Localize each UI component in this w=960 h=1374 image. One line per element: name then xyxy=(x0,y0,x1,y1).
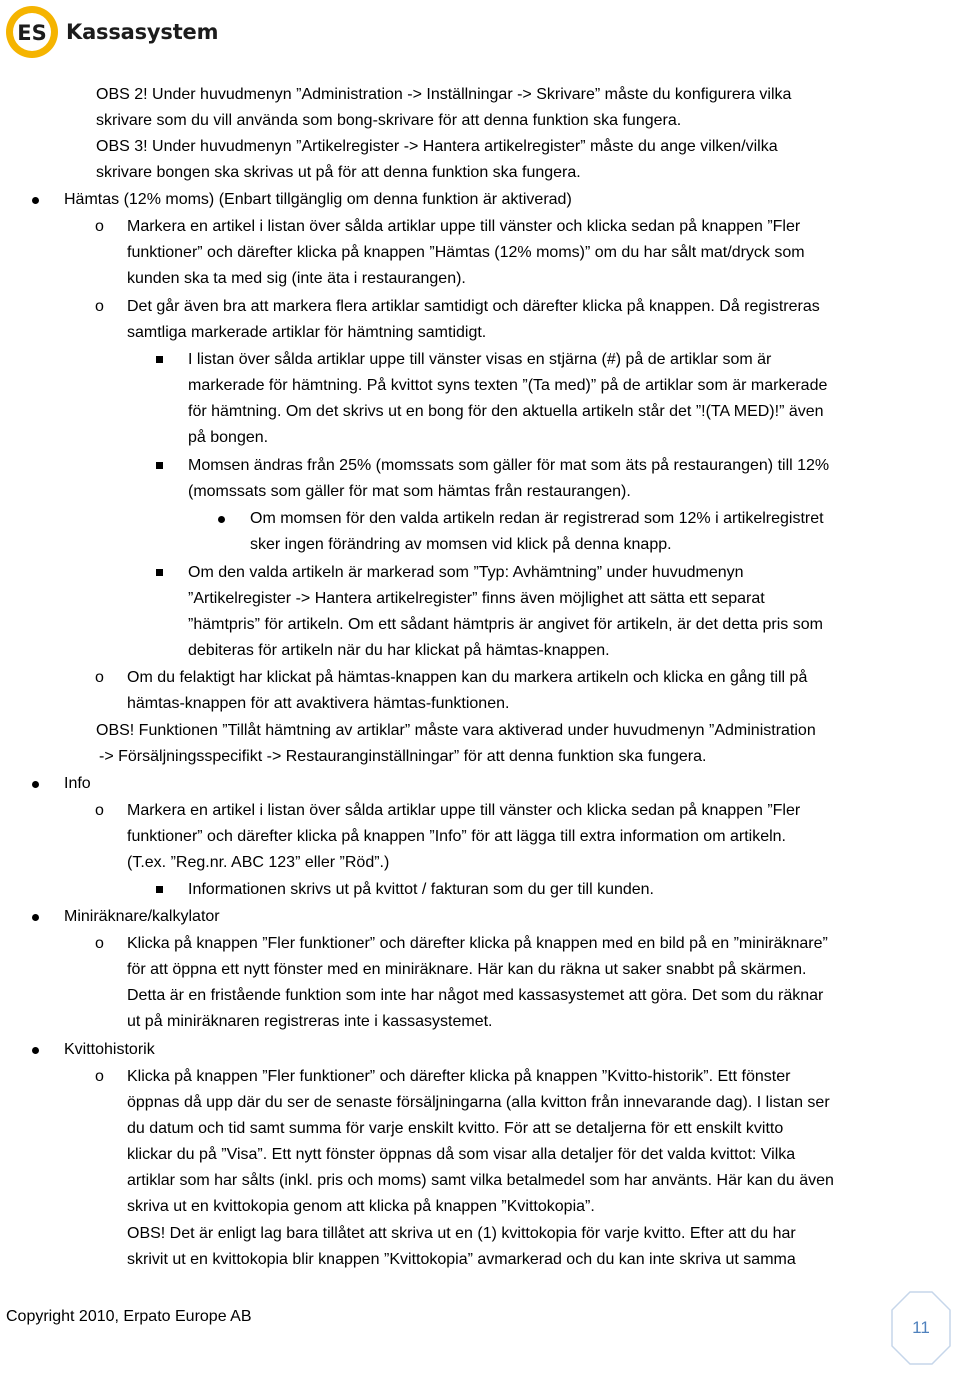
text-line: klickar du på ”Visa”. Ett nytt fönster öppnas då som visar alla detaljer för det valda kvittot: Vilka xyxy=(127,1146,796,1163)
footer-copyright: Copyright 2010, Erpato Europe AB xyxy=(6,1308,252,1325)
text-line: debiteras för artikeln när du har klickat på hämtas-knappen. xyxy=(188,642,610,659)
text-line: skrivare bongen ska skrivas ut på för att denna funktion ska fungera. xyxy=(96,164,581,181)
text-line: Detta är en fristående funktion som inte har något med kassasystemet att göra. Det som du räknar xyxy=(127,987,824,1004)
text-line: Info xyxy=(64,775,91,792)
text-line: OBS 2! Under huvudmenyn ”Administration -> Inställningar -> Skrivare” måste du konfigurera vilka xyxy=(96,86,792,103)
text-line: Kvittohistorik xyxy=(64,1041,155,1058)
text-line: för att öppna ett nytt fönster med en miniräknare. Här kan du räkna ut saker snabbt på skärmen. xyxy=(127,961,807,978)
text-line: hämtas-knappen för att avaktivera hämtas-funktionen. xyxy=(127,695,510,712)
text-line: skrivit ut en kvittokopia blir knappen ”Kvittokopia” avmarkerad och du kan inte skriva ut samma xyxy=(127,1251,796,1268)
text-line: sker ingen förändring av momsen vid klick på denna knapp. xyxy=(250,536,672,553)
text-line: markerade för hämtning. På kvittot syns texten ”(Ta med)” på de artiklar som är markerade xyxy=(188,377,828,394)
text-line: för hämtning. Om det skrivs ut en bong för den aktuella artikeln står det ”!(TA MED)!” även xyxy=(188,403,824,420)
text-line: på bongen. xyxy=(188,429,269,446)
text-line: OBS 3! Under huvudmenyn ”Artikelregister -> Hantera artikelregister” måste du ange vilken/vilka xyxy=(96,138,778,155)
list-bullet-square-icon xyxy=(156,356,163,363)
text-line: OBS! Funktionen ”Tillåt hämtning av artiklar” måste vara aktiverad under huvudmenyn ”Administration xyxy=(96,722,816,739)
text-line: Hämtas (12% moms) (Enbart tillgänglig om denna funktion är aktiverad) xyxy=(64,191,572,208)
list-bullet-circle-icon: o xyxy=(95,1068,104,1085)
list-bullet-circle-icon: o xyxy=(95,298,104,315)
es-logo-icon xyxy=(4,4,60,60)
text-line: ”hämtpris” för artikeln. Om ett sådant hämtpris är angivet för artikeln, är det detta pris som xyxy=(188,616,823,633)
list-bullet-dot-icon xyxy=(218,516,225,523)
text-line: artiklar som har sålts (inkl. pris och moms) samt vilka betalmedel som har använts. Här kan du även xyxy=(127,1172,834,1189)
text-line: öppnas då upp där du ser de senaste försäljningarna (alla kvitton från innevarande dag). I listan ser xyxy=(127,1094,830,1111)
svg-text:ES: ES xyxy=(17,21,47,45)
text-line: ut på miniräknaren registreras inte i kassasystemet. xyxy=(127,1013,493,1030)
text-line: (momssats som gäller för mat som hämtas från restaurangen). xyxy=(188,483,631,500)
list-bullet-square-icon xyxy=(156,886,163,893)
text-line: du datum och tid samt summa för varje enskilt kvitto. För att se detaljerna för ett enskilt kvitto xyxy=(127,1120,784,1137)
text-line: Miniräknare/kalkylator xyxy=(64,908,220,925)
text-line: kunden ska ta med sig (inte äta i restaurangen). xyxy=(127,270,466,287)
text-line: Informationen skrivs ut på kvittot / fakturan som du ger till kunden. xyxy=(188,881,654,898)
text-line: (T.ex. ”Reg.nr. ABC 123” eller ”Röd”.) xyxy=(127,854,390,871)
list-bullet-square-icon xyxy=(156,462,163,469)
list-bullet-dot-icon xyxy=(32,197,39,204)
text-line: skriva ut en kvittokopia genom att klicka på knappen ”Kvittokopia”. xyxy=(127,1198,595,1215)
text-line: samtliga markerade artiklar för hämtning samtidigt. xyxy=(127,324,487,341)
text-line: ”Artikelregister -> Hantera artikelregister” finns även möjlighet att sätta ett separat xyxy=(188,590,765,607)
list-bullet-dot-icon xyxy=(32,781,39,788)
text-line: Det går även bra att markera flera artiklar samtidigt och därefter klicka på knappen. Då registreras xyxy=(127,298,820,315)
list-bullet-circle-icon: o xyxy=(95,935,104,952)
text-line: Markera en artikel i listan över sålda artiklar uppe till vänster och klicka sedan på knappen ”Fler xyxy=(127,802,801,819)
text-line: Om momsen för den valda artikeln redan är registrerad som 12% i artikelregistret xyxy=(250,510,824,527)
text-line: Klicka på knappen ”Fler funktioner” och därefter klicka på knappen med en bild på en ”miniräknare” xyxy=(127,935,828,952)
text-line: Klicka på knappen ”Fler funktioner” och därefter klicka på knappen ”Kvitto-historik”. Ett fönster xyxy=(127,1068,791,1085)
text-line: skrivare som du vill använda som bong-skrivare för att denna funktion ska fungera. xyxy=(96,112,682,129)
list-bullet-dot-icon xyxy=(32,914,39,921)
page-number: 11 xyxy=(912,1318,930,1337)
list-bullet-circle-icon: o xyxy=(95,669,104,686)
text-line: -> Försäljningsspecifikt -> Restauranginställningar” för att denna funktion ska fungera. xyxy=(99,748,707,765)
text-line: Om den valda artikeln är markerad som ”Typ: Avhämtning” under huvudmenyn xyxy=(188,564,744,581)
list-bullet-dot-icon xyxy=(32,1047,39,1054)
text-line: Momsen ändras från 25% (momssats som gäller för mat som äts på restaurangen) till 12% xyxy=(188,457,830,474)
list-bullet-circle-icon: o xyxy=(95,218,104,235)
text-line: OBS! Det är enligt lag bara tillåtet att skriva ut en (1) kvittokopia för varje kvitto. Efter att du har xyxy=(127,1225,796,1242)
text-line: Markera en artikel i listan över sålda artiklar uppe till vänster och klicka sedan på knappen ”Fler xyxy=(127,218,801,235)
logo-text: Kassasystem xyxy=(66,20,219,44)
text-line: I listan över sålda artiklar uppe till vänster visas en stjärna (#) på de artiklar som är xyxy=(188,351,772,368)
page-number-badge xyxy=(890,1290,952,1366)
text-line: funktioner” och därefter klicka på knappen ”Info” för att lägga till extra information om artikeln. xyxy=(127,828,786,845)
list-bullet-circle-icon: o xyxy=(95,802,104,819)
logo xyxy=(4,4,218,60)
text-line: funktioner” och därefter klicka på knappen ”Hämtas (12% moms)” om du har sålt mat/dryck som xyxy=(127,244,805,261)
text-line: Om du felaktigt har klickat på hämtas-knappen kan du markera artikeln och klicka en gång till på xyxy=(127,669,808,686)
list-bullet-square-icon xyxy=(156,569,163,576)
